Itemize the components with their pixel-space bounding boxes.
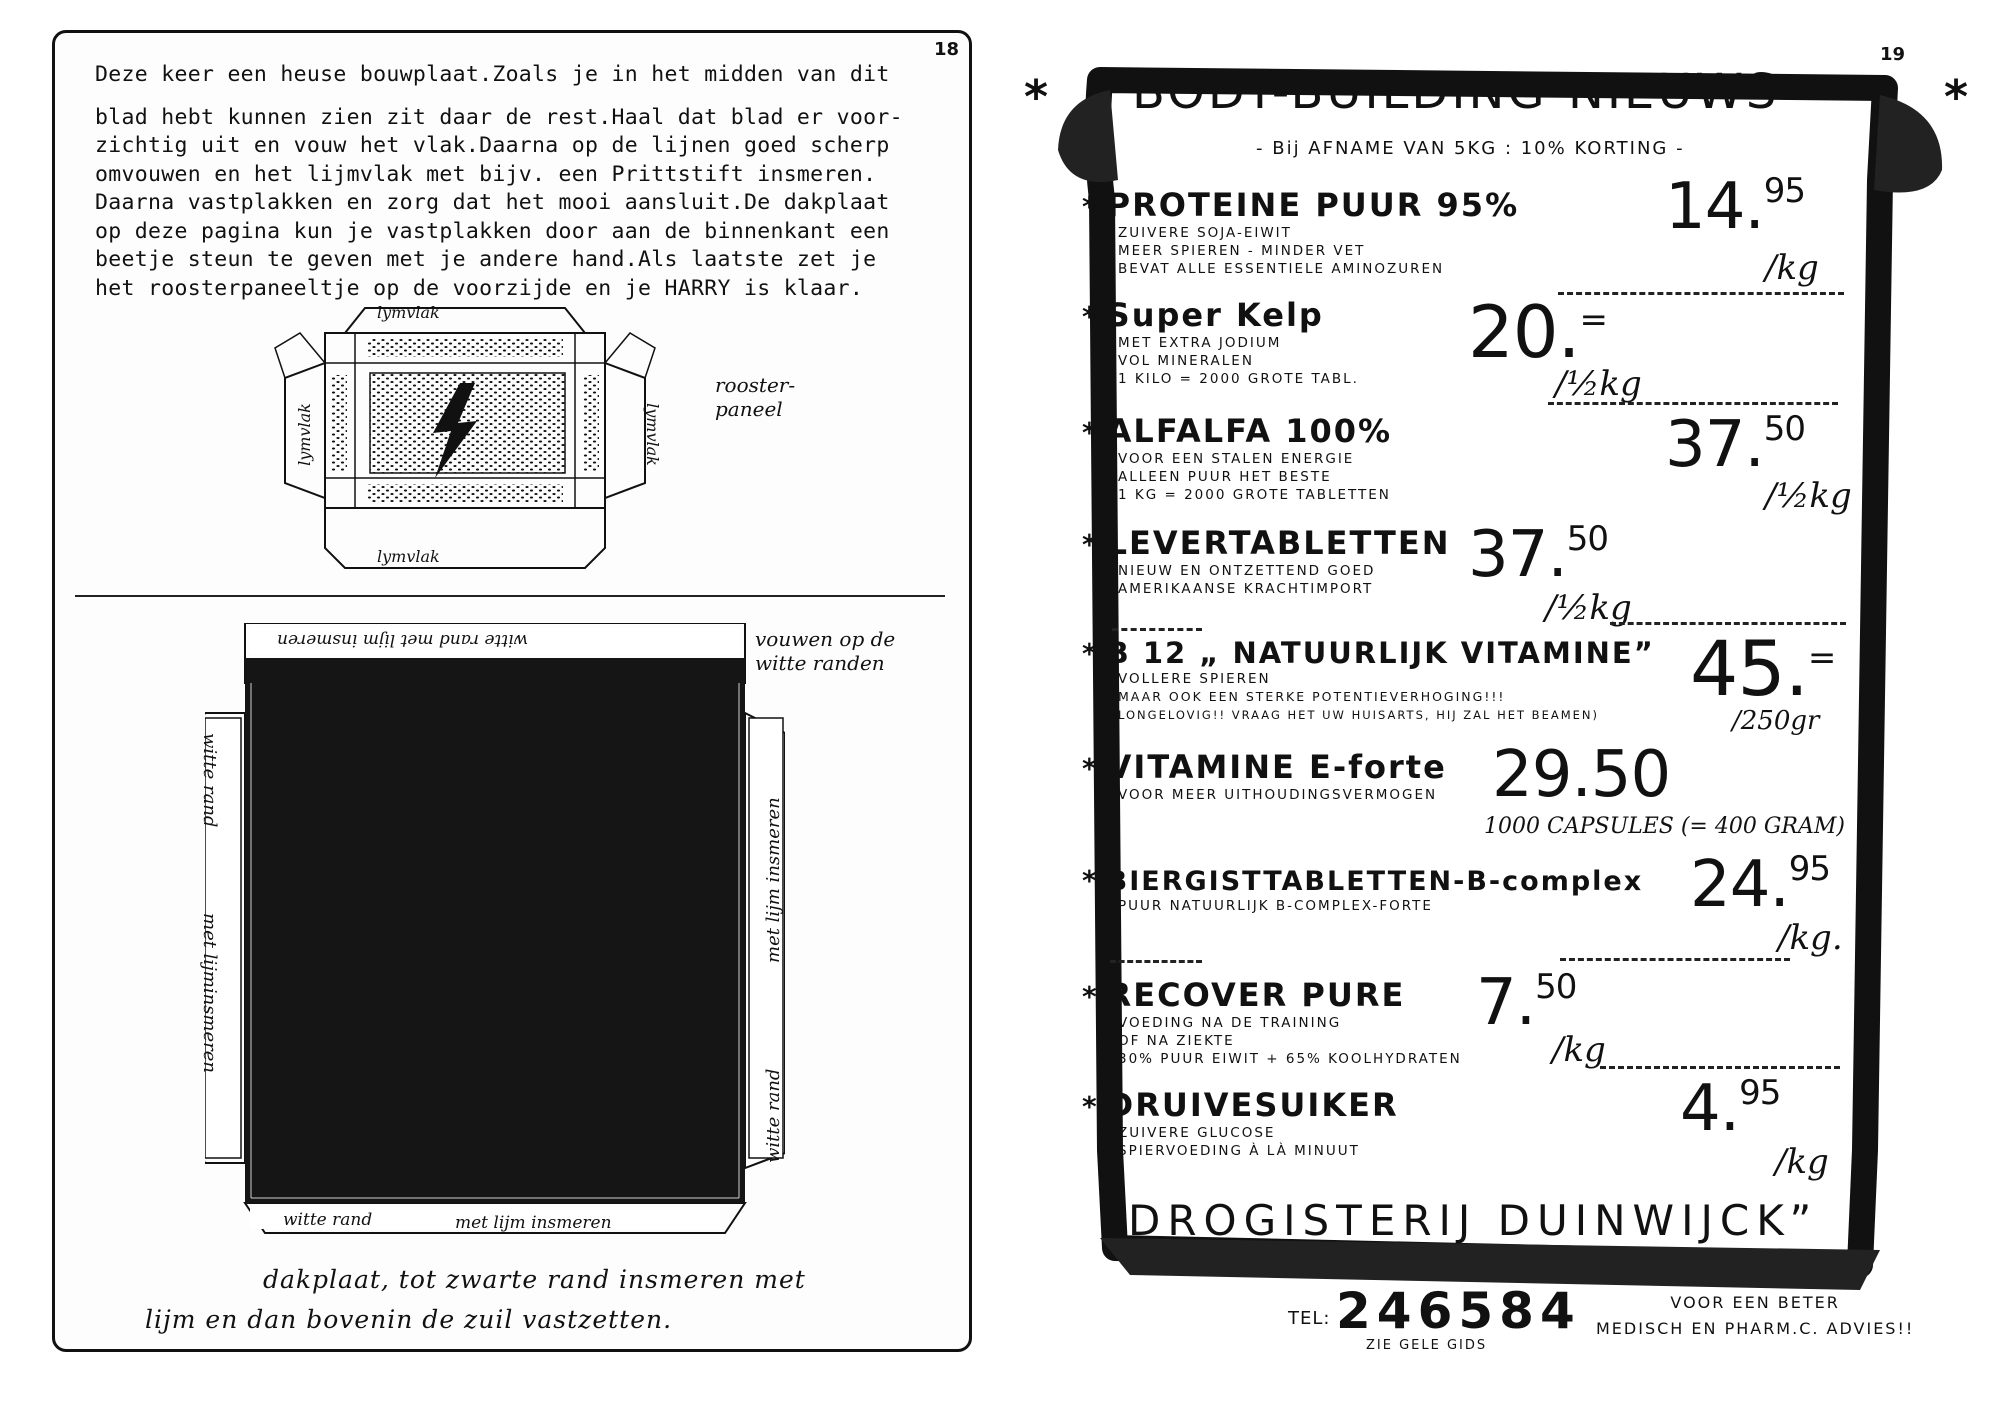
intro-text — [95, 61, 975, 303]
poster-subtitle: - Bij AFNAME VAN 5KG : 10% KORTING - — [1256, 138, 1685, 159]
caption-line-2: lijm en dan bovenin de zuil vastzetten. — [145, 1305, 673, 1334]
product-name: * DRUIVESUIKER — [1082, 1086, 1399, 1124]
separator — [1110, 960, 1202, 963]
product-desc: AMERIKAANSE KRACHTIMPORT — [1118, 581, 1374, 597]
phone-number: 246584 — [1336, 1282, 1581, 1340]
left-page — [52, 30, 972, 1352]
roof-edge-left-2: met lijminsmeren — [199, 913, 220, 1073]
divider — [75, 595, 945, 597]
roof-edge-right-2: witte rand — [763, 1068, 784, 1163]
price: 20.= — [1468, 290, 1608, 374]
product-desc: VOLLERE SPIEREN — [1118, 671, 1271, 687]
intro-line: het roosterpaneeltje op de voorzijde en je HARRY is klaar. — [95, 275, 864, 301]
page-number: 18 — [933, 39, 959, 60]
product-name: * ALFALFA 100% — [1082, 412, 1393, 450]
price-unit: /kg — [1765, 248, 1819, 288]
product-desc: VOL MINERALEN — [1118, 353, 1254, 369]
separator — [1600, 1066, 1840, 1069]
intro-line: op deze pagina kun je vastplakken door aan de binnenkant een — [95, 218, 890, 244]
product-desc: LONGELOVIG!! VRAAG HET UW HUISARTS, HIJ ZAL HET BEAMEN) — [1118, 708, 1599, 722]
roof-edge-bottom-1: witte rand — [283, 1210, 373, 1230]
separator — [1548, 402, 1838, 405]
product-desc: VOEDING NA DE TRAINING — [1118, 1015, 1342, 1031]
store-name: DROGISTERIJ DUINWIJCK” — [1128, 1196, 1819, 1245]
product-name: * BIERGISTTABLETTEN-B-complex — [1082, 864, 1644, 897]
product-desc: VOOR EEN STALEN ENERGIE — [1118, 451, 1355, 467]
price-unit: /kg — [1775, 1142, 1829, 1182]
price: 7.50 — [1476, 966, 1577, 1040]
caption-line-1: dakplaat, tot zwarte rand insmeren met — [263, 1265, 806, 1294]
separator — [1560, 958, 1790, 961]
flap-label-left: lymvlak — [294, 403, 314, 466]
product-desc: ALLEEN PUUR HET BESTE — [1118, 469, 1332, 485]
product-desc: NIEUW EN ONTZETTEND GOED — [1118, 563, 1376, 579]
price: 24.95 — [1690, 848, 1831, 922]
product-item — [1082, 412, 1392, 504]
product-item — [1082, 296, 1359, 388]
product-name: * PROTEINE PUUR 95% — [1082, 186, 1520, 224]
rooster-panel-label: rooster- paneel — [715, 373, 796, 421]
intro-line: omvouwen en het lijmvlak met bijv. een Prittstift insmeren. — [95, 161, 877, 187]
product-desc: 1 KG = 2000 GROTE TABLETTEN — [1118, 487, 1391, 503]
product-desc: MEER SPIEREN - MINDER VET — [1118, 243, 1366, 259]
product-desc: OF NA ZIEKTE — [1118, 1033, 1235, 1049]
price: 37.50 — [1665, 408, 1806, 482]
product-item — [1082, 524, 1451, 598]
product-desc: ZUIVERE GLUCOSE — [1118, 1125, 1276, 1141]
product-desc: VOOR MEER UITHOUDINGSVERMOGEN — [1118, 787, 1438, 803]
product-desc: 1 KILO = 2000 GROTE TABL. — [1118, 371, 1359, 387]
price-unit: /250gr — [1732, 706, 1820, 736]
product-name: * Super Kelp — [1082, 296, 1324, 334]
product-desc: PUUR NATUURLIJK B-COMPLEX-FORTE — [1118, 898, 1433, 914]
rooster-panel-diagram — [255, 303, 755, 603]
product-desc: ZUIVERE SOJA-EIWIT — [1118, 225, 1292, 241]
tel-label: TEL: — [1288, 1308, 1331, 1329]
roof-plate-diagram — [205, 623, 785, 1243]
star-left: * — [1024, 70, 1049, 124]
flap-label-bottom: lymvlak — [377, 547, 440, 566]
product-item — [1082, 1086, 1399, 1160]
capsules-note: 1000 CAPSULES (= 400 GRAM) — [1484, 814, 1845, 839]
price: 4.95 — [1680, 1072, 1781, 1146]
product-desc: BEVAT ALLE ESSENTIELE AMINOZUREN — [1118, 261, 1445, 277]
product-desc: MAAR OOK EEN STERKE POTENTIEVERHOGING!!! — [1118, 689, 1506, 704]
flap-label-right: lymvlak — [642, 403, 662, 466]
product-item — [1082, 748, 1447, 804]
roof-edge-right-1: met lijm insmeren — [763, 797, 784, 963]
product-name: * LEVERTABLETTEN — [1082, 524, 1451, 562]
product-desc: MET EXTRA JODIUM — [1118, 335, 1282, 351]
price: 14.95 — [1665, 170, 1806, 244]
gele-gids-note: ZIE GELE GIDS — [1366, 1338, 1488, 1353]
fold-note: vouwen op de witte randen — [755, 627, 896, 675]
intro-line: Daarna vastplakken en zorg dat het mooi aansluit.De dakplaat — [95, 190, 890, 215]
product-item — [1082, 186, 1519, 278]
product-desc: 30% PUUR EIWIT + 65% KOOLHYDRATEN — [1118, 1051, 1462, 1067]
product-name: * RECOVER PURE — [1082, 976, 1406, 1014]
price: 45.= — [1690, 624, 1836, 713]
roof-edge-bottom-2: met lijm insmeren — [455, 1213, 612, 1233]
page-number: 19 — [1880, 44, 1906, 65]
separator — [1112, 628, 1202, 631]
price-unit: /½kg — [1545, 588, 1632, 628]
roof-edge-top: witte rand met lijm insmeren — [277, 630, 529, 650]
intro-line: zichtig uit en vouw het vlak.Daarna op de lijnen goed scherp — [95, 133, 890, 158]
intro-line: blad hebt kunnen zien zit daar de rest.Haal dat blad er voor- — [95, 104, 903, 130]
product-desc: SPIERVOEDING À LÀ MINUUT — [1118, 1143, 1360, 1159]
product-name: * B 12 „ NATUURLIJK VITAMINE” — [1082, 636, 1655, 670]
price-unit: /½kg — [1555, 364, 1642, 404]
roof-edge-left-1: witte rand — [199, 733, 220, 828]
price: 37.50 — [1468, 518, 1609, 592]
black-roof-area — [245, 658, 745, 1203]
price: 29.50 — [1492, 738, 1671, 812]
product-item — [1082, 636, 1655, 724]
product-item — [1082, 976, 1462, 1068]
flap-label-top: lymvlak — [377, 303, 440, 322]
product-name: * VITAMINE E-forte — [1082, 748, 1447, 786]
price-unit: /½kg — [1765, 476, 1852, 516]
intro-line: beetje steun te geven met je andere hand.Als laatste zet je — [95, 247, 877, 272]
product-item — [1082, 864, 1643, 915]
right-page — [1000, 0, 2000, 1415]
price-unit: /kg — [1552, 1030, 1606, 1070]
poster-title: BODY-BUILDING-NIEUWS — [1132, 64, 1780, 120]
price-unit: /kg. — [1778, 918, 1843, 958]
star-right: * — [1944, 70, 1969, 124]
intro-line: Deze keer een heuse bouwplaat.Zoals je in het midden van dit — [95, 62, 890, 87]
advies-note: VOOR EEN BETER MEDISCH EN PHARM.C. ADVIES!! — [1596, 1293, 1915, 1338]
